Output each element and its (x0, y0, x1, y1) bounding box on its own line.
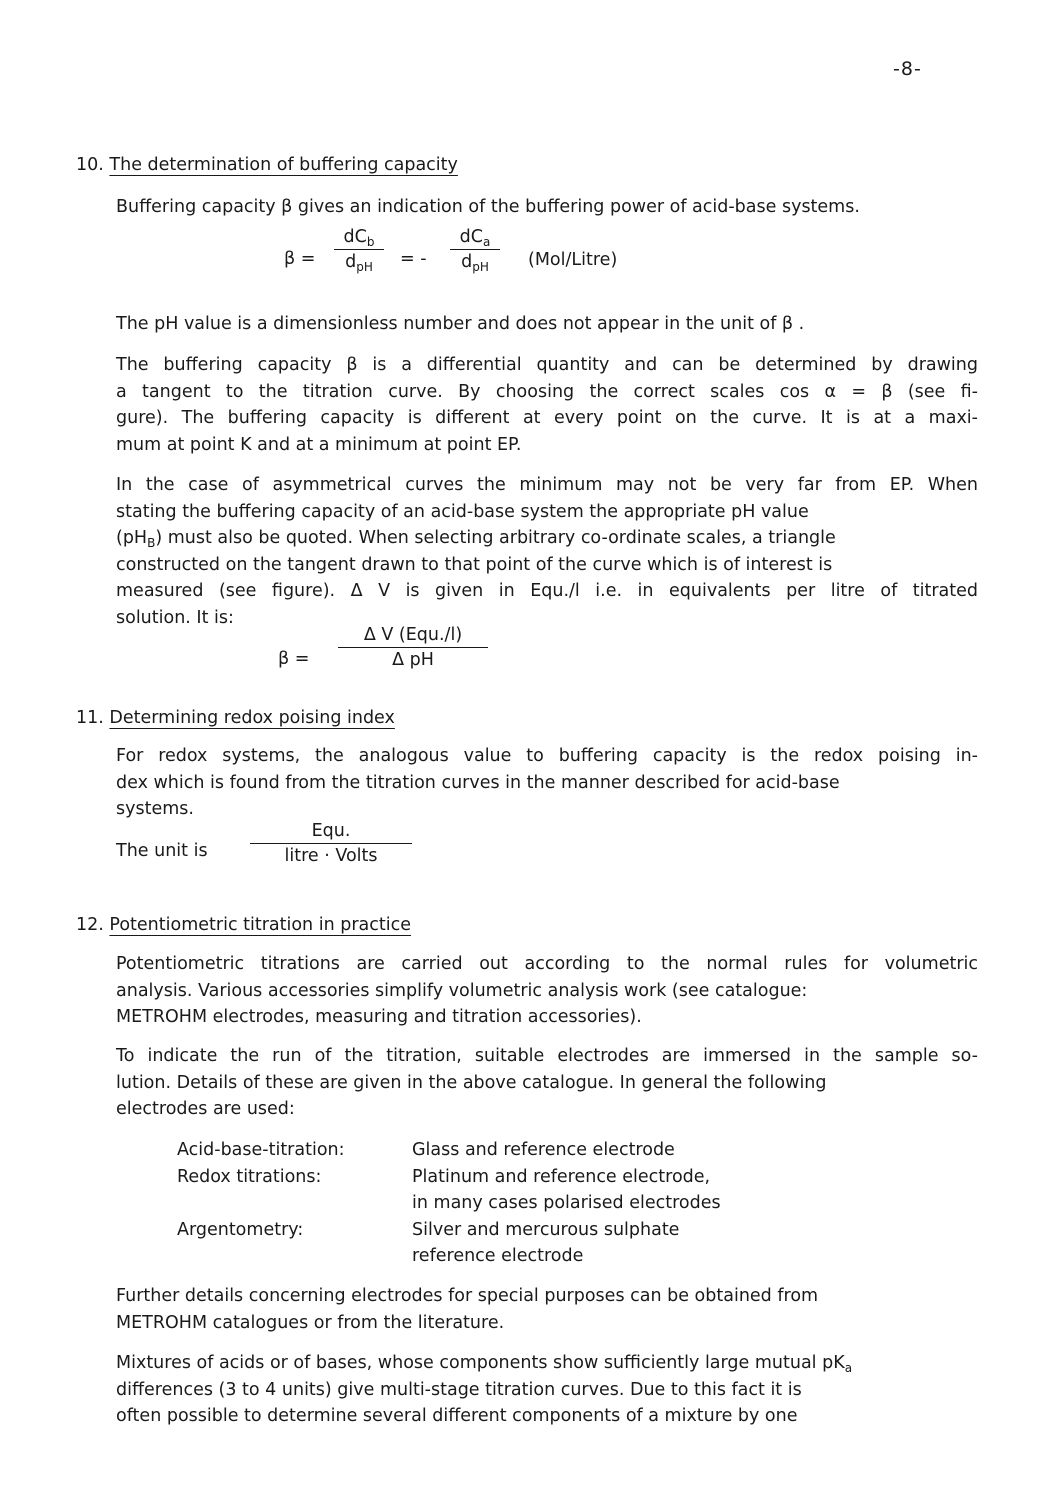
section-12-heading (76, 912, 411, 939)
fraction-numerator: $dC_b$ (343, 227, 375, 249)
fraction-bar (250, 843, 412, 844)
fraction-bar (338, 647, 488, 648)
electrode-label: Argentometry: (177, 1220, 304, 1240)
electrode-label: Redox titrations: (177, 1167, 322, 1187)
formula-lhs (284, 246, 315, 273)
paragraph: In the case of asymmetrical curves the minimum may not be very far from EP. When stating the buffering capacity of an acid-base system the appropriate pH value $(pH_B)$ must also be quoted. When selecting arbitrary co-ordinate scales, a triangle constructed on the tangent drawn to that point of the curve which is of interest is measured (see figure). Δ V is given in Equ./l i.e. in equivalents per litre of titrated solution. It is: (116, 475, 978, 628)
electrode-value: Silver and mercurous sulphate (412, 1220, 680, 1240)
section-number: 11. (76, 708, 104, 728)
fraction-numerator: Equ. (311, 821, 351, 841)
fraction-denominator: litre · Volts (284, 846, 378, 866)
paragraph: For redox systems, the analogous value to buffering capacity is the redox poising in- dex which is found from the titration curves in the manner described for acid-base systems. (116, 746, 978, 819)
paragraph: To indicate the run of the titration, suitable electrodes are immersed in the sample so- lution. Details of these are given in the above catalogue. In general the following electrodes are used: (116, 1046, 978, 1119)
electrode-label: Acid-base-titration: (177, 1140, 345, 1160)
paragraph: Potentiometric titrations are carried out according to the normal rules for volumetric analysis. Various accessories simplify volumetric analysis work (see catalogue: METROHM electrodes, measuring and titration accessories). (116, 954, 978, 1027)
electrode-value: Platinum and reference electrode, (412, 1167, 711, 1187)
fraction-dca-dph (450, 226, 500, 273)
fraction-numerator: Δ V (Equ./l) (363, 625, 463, 645)
paragraph: Mixtures of acids or of bases, whose components show sufficiently large mutual $pK_a$ differences (3 to 4 units) give multi-stage titration curves. Due to this fact it is often possible to determine several different components of a mixture by one (116, 1353, 853, 1426)
paragraph: The pH value is a dimensionless number and does not appear in the unit of β . (116, 314, 805, 334)
section-number: 12. (76, 915, 104, 935)
fraction-unit (250, 820, 412, 867)
formula-equals: = - (400, 249, 427, 269)
section-11-heading (76, 705, 395, 732)
fraction-dcb-dph (334, 226, 384, 273)
fraction-delta-v-delta-ph (338, 624, 488, 671)
formula-unit: (Mol/Litre) (528, 250, 618, 270)
electrode-value: reference electrode (412, 1246, 584, 1266)
fraction-denominator: $d_{pH}$ (461, 252, 489, 274)
section-number: 10. (76, 155, 104, 175)
formula-lhs: β = (278, 649, 310, 669)
fraction-bar (450, 249, 500, 250)
section-title: Potentiometric titration in practice (109, 915, 411, 935)
beta-symbol: β = (284, 249, 316, 269)
fraction-denominator: $d_{pH}$ (345, 252, 373, 274)
paragraph: Further details concerning electrodes for special purposes can be obtained from METROHM catalogues or from the literature. (116, 1286, 819, 1333)
fraction-bar (334, 249, 384, 250)
paragraph: The buffering capacity β is a differential quantity and can be determined by drawing a tangent to the titration curve. By choosing the correct scales cos α = β (see fi- gure). The buffering capacity is different at every point on the curve. It is at a maxi- mum at point K and at a minimum at point EP. (116, 355, 978, 455)
electrode-value: Glass and reference electrode (412, 1140, 675, 1160)
electrode-value: in many cases polarised electrodes (412, 1193, 721, 1213)
fraction-denominator: Δ pH (392, 650, 434, 670)
section-title: The determination of buffering capacity (109, 155, 458, 175)
section-10-heading (76, 152, 458, 179)
section-10-intro: Buffering capacity β gives an indication of the buffering power of acid-base systems. (116, 197, 860, 217)
page-number: -8- (893, 58, 922, 80)
fraction-numerator: $dC_a$ (459, 227, 491, 249)
unit-label: The unit is (116, 841, 208, 861)
section-title: Determining redox poising index (109, 708, 395, 728)
